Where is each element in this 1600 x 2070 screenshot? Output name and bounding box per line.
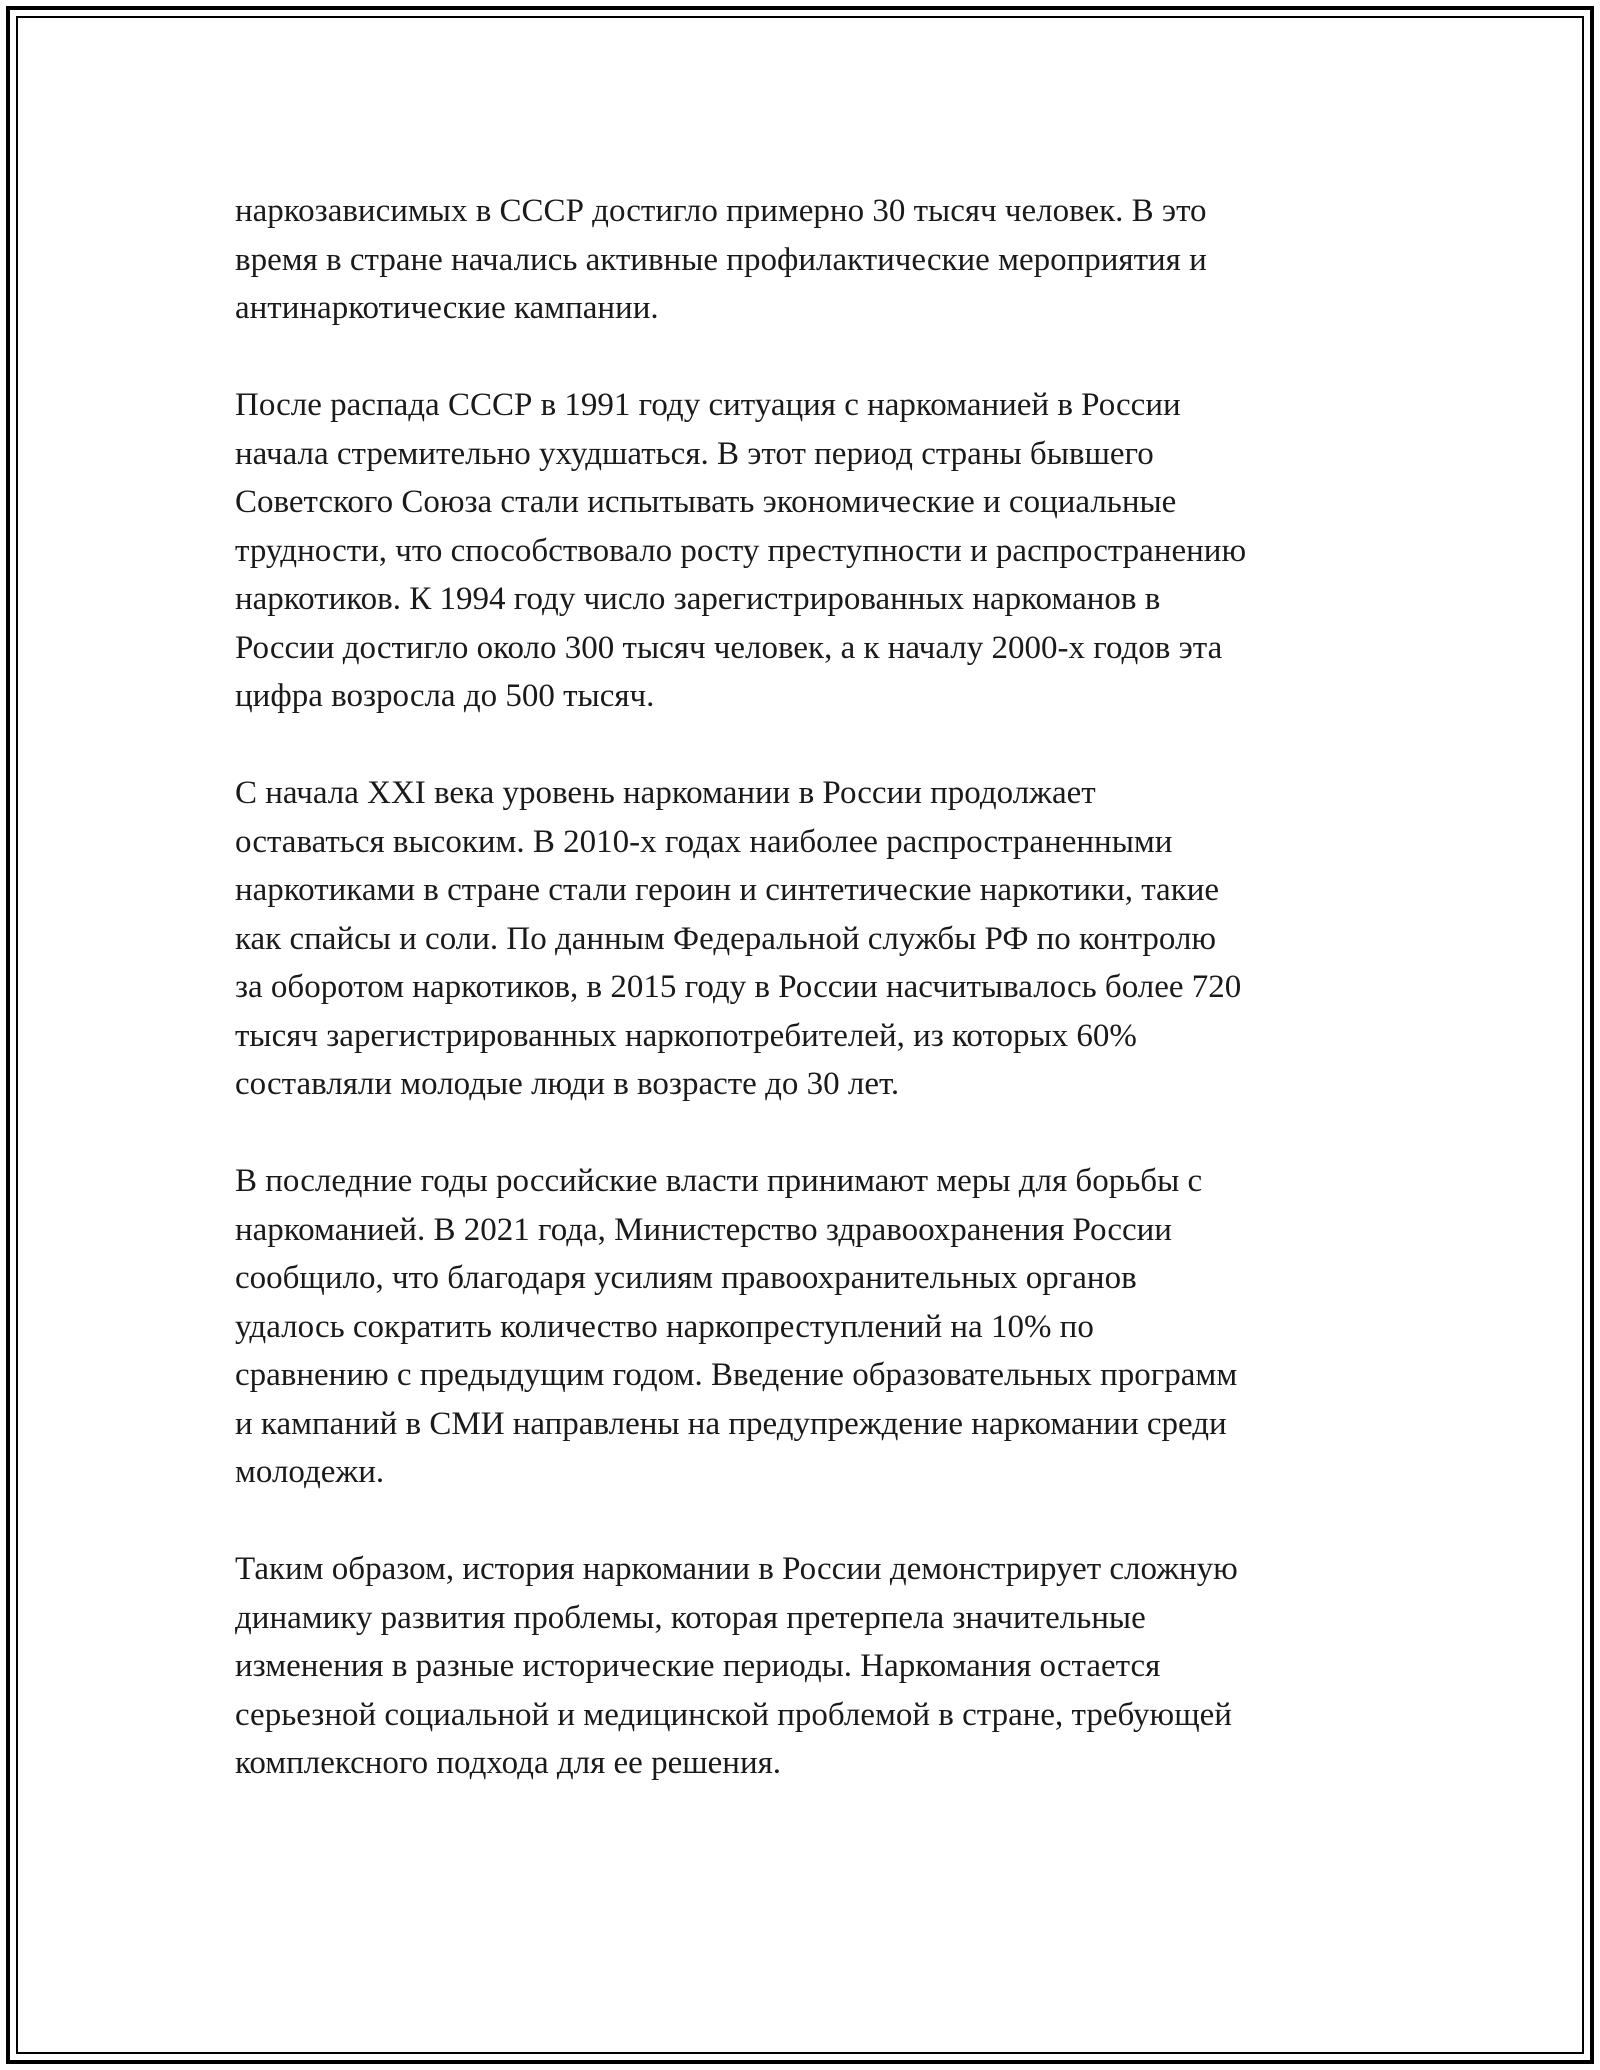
paragraph-5: Таким образом, история наркомании в России демонстрирует сложную динамику развития проблемы, которая претерпела значительные изменения в разные исторические периоды. Наркомания остается серьезной социальной и медицинской проблемой в стране, требующей комплексного подхода для ее решения. — [235, 1551, 1238, 1781]
paragraph-3: С начала XXI века уровень наркомании в России продолжает оставаться высоким. В 2010-х годах наиболее распространенными наркотиками в стране стали героин и синтетические наркотики, такие как спайсы и соли. По данным Федеральной службы РФ по контролю за оборотом наркотиков, в 2015 году в России насчитывалось более 720 тысяч зарегистрированных наркопотребителей, из которых 60% составляли молодые люди в возрасте до 30 лет. — [235, 775, 1242, 1102]
paragraph-2: После распада СССР в 1991 году ситуация с наркоманией в России начала стремительно ухудшаться. В этот период страны бывшего Советского Союза стали испытывать экономические и социальные трудности, что способствовало росту преступности и распространению наркотиков. К 1994 году число зарегистрированных наркоманов в России достигло около 300 тысяч человек, а к началу 2000-х годов эта цифра возросла до 500 тысяч. — [235, 387, 1247, 714]
paragraph-1: наркозависимых в СССР достигло примерно 30 тысяч человек. В это время в стране начались активные профилактические мероприятия и антинаркотические кампании. — [235, 193, 1207, 326]
document-body — [235, 187, 1365, 1836]
paragraph-4: В последние годы российские власти принимают меры для борьбы с наркоманией. В 2021 года, Министерство здравоохранения России сообщило, что благодаря усилиям правоохранительных органов удалось сократить количество наркопреступлений на 10% по сравнению с предыдущим годом. Введение образовательных программ и кампаний в СМИ направлены на предупреждение наркомании среди молодежи. — [235, 1163, 1238, 1490]
